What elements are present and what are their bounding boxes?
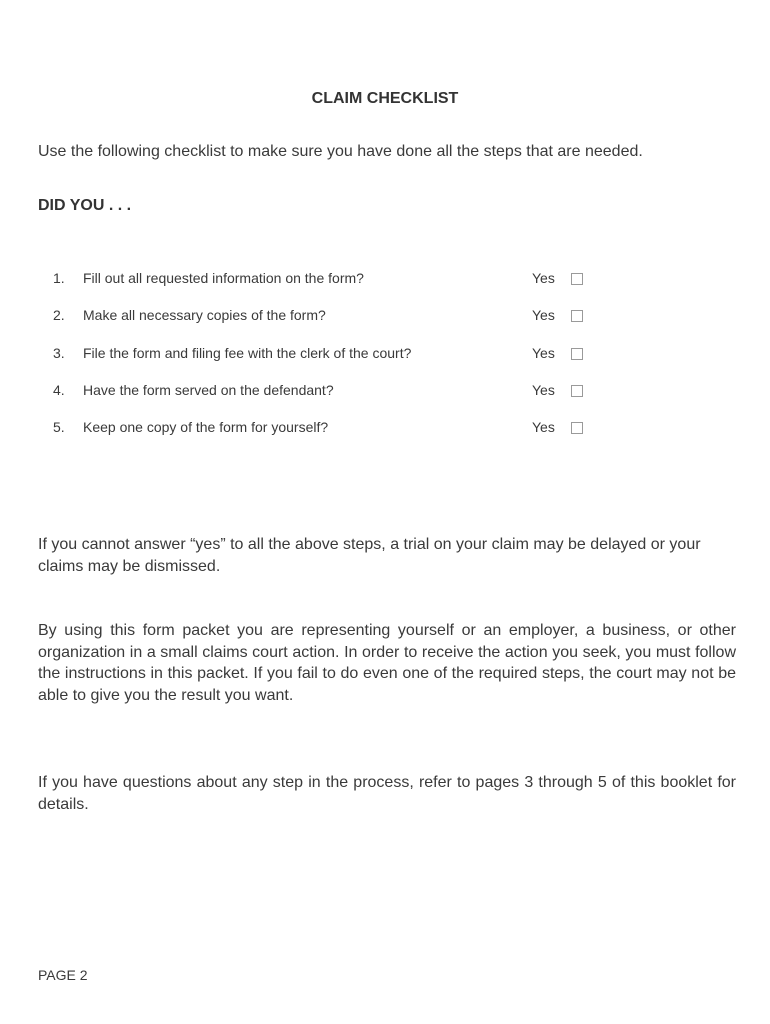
- yes-checkbox[interactable]: [571, 310, 583, 322]
- paragraph-questions: If you have questions about any step in the process, refer to pages 3 through 5 of this booklet for details.: [38, 774, 736, 813]
- yes-checkbox[interactable]: [571, 385, 583, 397]
- claim-checklist: [38, 270, 638, 456]
- checklist-item-3: [38, 345, 638, 382]
- paragraph-representation: By using this form packet you are representing yourself or an employer, a business, or other organization in a small claims court action. In order to receive the action you seek, you must follow the instructions in this packet. If you fail to do even one of the required steps, the court may not be able to give you the result you want.: [38, 622, 736, 704]
- item-number: 2.: [53, 307, 65, 324]
- item-text: Have the form served on the defendant?: [83, 381, 334, 398]
- item-number: 3.: [53, 344, 65, 361]
- checklist-item-1: [38, 270, 638, 307]
- checklist-item-2: [38, 307, 638, 344]
- item-text: File the form and filing fee with the clerk of the court?: [83, 344, 412, 361]
- item-text: Make all necessary copies of the form?: [83, 307, 326, 324]
- item-text: Keep one copy of the form for yourself?: [83, 419, 329, 435]
- yes-checkbox[interactable]: [571, 273, 583, 285]
- section-heading: DID YOU . . .: [38, 197, 132, 214]
- page-number: PAGE 2: [38, 967, 88, 983]
- yes-label: Yes: [532, 344, 555, 361]
- checklist-item-5: [38, 419, 638, 456]
- intro-text: Use the following checklist to make sure you have done all the steps that are needed.: [38, 143, 643, 160]
- item-number: 4.: [53, 381, 65, 398]
- item-number: 1.: [53, 270, 65, 286]
- item-text: Fill out all requested information on the form?: [83, 270, 364, 286]
- checklist-item-4: [38, 382, 638, 419]
- yes-checkbox[interactable]: [571, 422, 583, 434]
- page-title: CLAIM CHECKLIST: [311, 90, 459, 107]
- item-number: 5.: [53, 419, 65, 435]
- yes-label: Yes: [532, 419, 555, 435]
- yes-label: Yes: [532, 307, 555, 324]
- paragraph-warning: If you cannot answer “yes” to all the above steps, a trial on your claim may be delayed or your claims may be dismissed.: [38, 536, 701, 575]
- yes-checkbox[interactable]: [571, 348, 583, 360]
- yes-label: Yes: [532, 381, 555, 398]
- yes-label: Yes: [532, 270, 555, 286]
